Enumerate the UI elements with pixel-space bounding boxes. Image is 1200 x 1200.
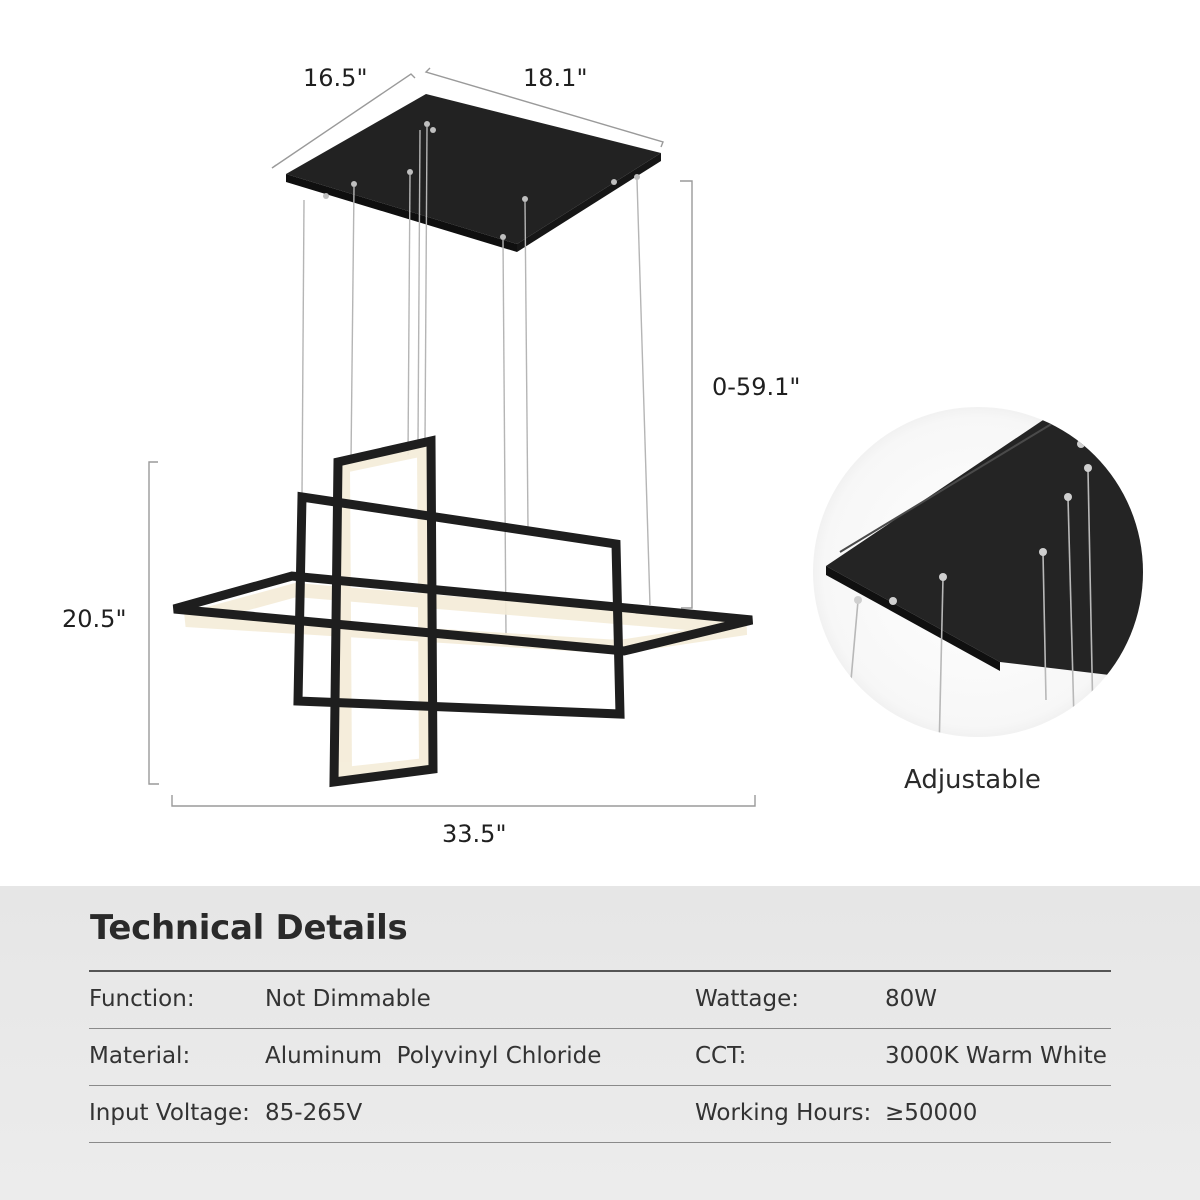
material-label: Material: [89, 1043, 191, 1069]
row-divider [89, 1085, 1111, 1086]
function-value: Not Dimmable [265, 986, 431, 1012]
input-voltage-value: 85-265V [265, 1100, 363, 1126]
cct-value: 3000K Warm White [885, 1043, 1107, 1069]
ceiling-canopy [286, 94, 661, 252]
technical-details-panel [0, 886, 1200, 1200]
wattage-value: 80W [885, 986, 938, 1012]
table-top-divider [89, 970, 1111, 972]
material-value: Aluminum Polyvinyl Chloride [265, 1043, 602, 1069]
top-width-dimension-label: 18.1" [523, 64, 588, 92]
pendant-fixture [174, 441, 752, 782]
row-divider [89, 1028, 1111, 1029]
adjustable-detail-inset [813, 407, 1160, 752]
working-hours-value: ≥50000 [885, 1100, 978, 1126]
adjustable-caption: Adjustable [904, 765, 1041, 795]
cct-label: CCT: [695, 1043, 747, 1069]
table-bottom-divider [89, 1142, 1111, 1143]
depth-dimension-label: 16.5" [303, 64, 368, 92]
technical-details-title: Technical Details [90, 908, 408, 948]
fixture-height-dimension-label: 20.5" [62, 605, 127, 633]
wattage-label: Wattage: [695, 986, 799, 1012]
input-voltage-label: Input Voltage: [89, 1100, 250, 1126]
function-label: Function: [89, 986, 195, 1012]
hang-height-dimension-label: 0-59.1" [712, 373, 801, 401]
working-hours-label: Working Hours: [695, 1100, 872, 1126]
fixture-width-dimension-label: 33.5" [442, 820, 507, 848]
